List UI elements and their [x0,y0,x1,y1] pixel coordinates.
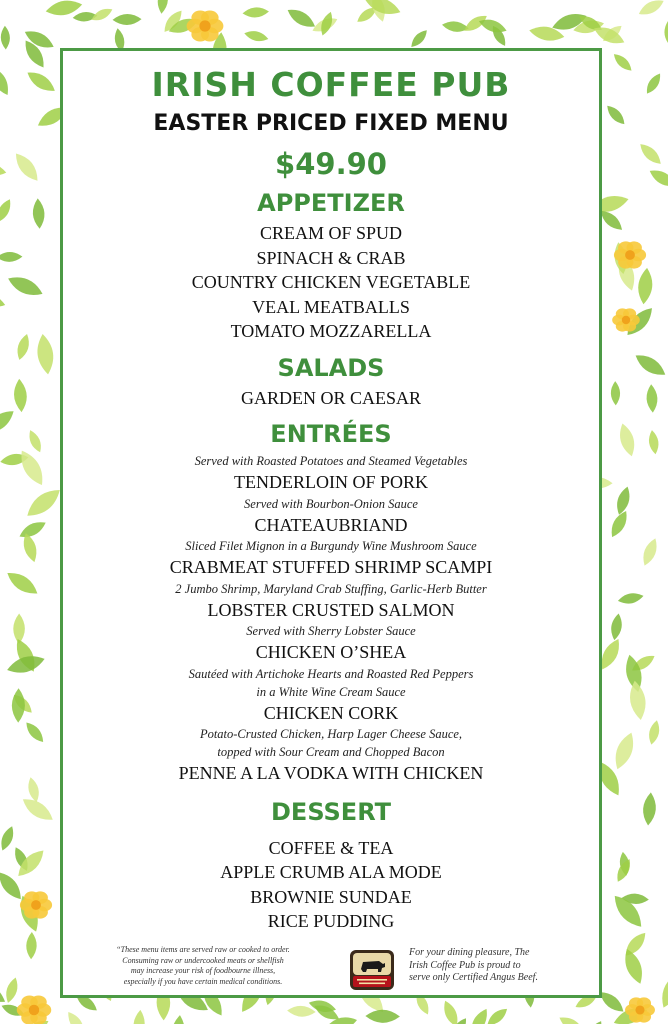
leaf-icon [627,680,648,722]
leaf-icon [132,1009,146,1024]
leaf-icon [0,26,10,50]
leaf-icon [242,6,269,18]
leaf-icon [467,1006,492,1024]
dessert-item: BROWNIE SUNDAE [250,886,412,907]
leaf-icon [0,289,7,310]
angus-note-line: For your dining pleasure, The [409,947,530,958]
dessert-item: RICE PUDDING [267,911,395,931]
section-heading-salads: SALADS [277,353,385,382]
angus-note-line: serve only Certified Angus Beef. [409,972,538,983]
angus-beef-note [409,947,589,985]
leaf-icon [647,429,660,455]
leaf-icon [441,20,469,34]
leaf-icon [440,999,461,1024]
leaf-icon [636,0,666,19]
section-heading-dessert: DESSERT [271,797,391,826]
leaf-icon [26,776,42,803]
disclaimer-line: “These menu items are served raw or cooked to order. [116,945,290,954]
flower-icon [614,241,646,268]
leaf-icon [13,378,28,412]
entree-name: CHICKEN O’SHEA [255,642,407,662]
section-heading-entrees: ENTRÉES [270,420,392,448]
appetizer-item: COUNTRY CHICKEN VEGETABLE [191,272,471,292]
leaf-icon [611,381,621,405]
disclaimer-line: Consuming raw or undercooked meats or shellfish [122,955,284,965]
entree-description: in a White Wine Cream Sauce [256,684,406,699]
leaf-icon [664,19,668,45]
leaf-icon [0,824,17,852]
leaf-icon [11,149,43,184]
leaf-icon [26,428,44,454]
leaf-icon [0,406,18,438]
leaf-icon [0,64,13,98]
leaf-icon [26,932,37,960]
entree-name: TENDERLOIN OF PORK [233,472,428,492]
menu-content [63,65,599,934]
leaf-icon [643,71,664,96]
health-disclaimer [83,945,323,987]
appetizer-item: TOMATO MOZZARELLA [230,321,432,341]
leaf-icon [604,103,628,128]
menu-price: $49.90 [275,147,387,181]
entree-description: 2 Jumbo Shrimp, Maryland Crab Stuffing, Garlic-Herb Butter [175,581,487,596]
flower-icon [625,997,655,1022]
restaurant-title: IRISH COFFEE PUB [151,65,511,104]
leaf-icon [657,970,668,1010]
entree-name: LOBSTER CRUSTED SALMON [207,599,455,620]
entree-name: CRABMEAT STUFFED SHRIMP SCAMPI [169,557,493,577]
leaf-icon [17,518,48,542]
entree-description: Potato-Crusted Chicken, Harp Lager Cheese Sauce, [199,727,463,741]
leaf-icon [642,792,657,826]
leaf-icon [287,1005,316,1017]
entree-name: PENNE A LA VODKA WITH CHICKEN [178,763,484,783]
leaf-icon [15,447,48,489]
leaf-icon [35,333,56,375]
leaf-icon [609,613,623,641]
entree-description: Served with Sherry Lobster Sauce [246,624,416,638]
leaf-icon [408,27,430,50]
leaf-icon [24,67,58,96]
leaf-icon [12,688,25,723]
leaf-icon [14,333,32,362]
leaf-icon [3,567,41,599]
salads-list [63,386,599,411]
leaf-icon [5,272,45,300]
leaf-icon [557,1013,587,1024]
leaf-icon [617,591,644,606]
section-heading-appetizer: APPETIZER [257,189,405,217]
appetizer-item: VEAL MEATBALLS [252,296,410,317]
entree-description: Served with Bourbon-Onion Sauce [244,496,418,511]
flower-icon [17,995,52,1024]
disclaimer-line: may increase your risk of foodbourne illness, [130,966,276,975]
menu-card [60,48,602,998]
flower-icon [20,891,52,918]
leaf-icon [365,1009,400,1023]
angus-note-line: Irish Coffee Pub is proud to [409,959,521,971]
leaf-icon [580,1018,606,1024]
leaf-icon [637,140,665,167]
entree-description: Sliced Filet Mignon in a Burgundy Wine Mushroom Sauce [185,539,477,553]
dessert-list [63,836,599,934]
flower-icon [187,10,224,41]
disclaimer-line: especially if you have certain medical conditions. [123,976,283,986]
entree-description: Sautéed with Artichoke Hearts and Roasted Red Peppers [188,666,474,681]
entree-name: CHATEAUBRIAND [254,514,408,535]
leaf-icon [611,51,635,74]
leaf-icon [637,267,654,305]
leaf-icon [616,422,638,458]
leaf-icon [156,0,169,14]
entrees-list [63,470,599,786]
leaf-icon [64,1009,88,1024]
entrees-intro: Served with Roasted Potatoes and Steamed Vegetables [194,454,468,468]
leaf-icon [13,613,25,644]
leaf-icon [0,197,14,225]
leaf-icon [23,719,47,745]
certified-angus-beef-logo [349,949,395,991]
flower-icon [612,308,640,331]
appetizer-item: SPINACH & CRAB [256,247,406,268]
leaf-icon [632,350,668,380]
appetizer-list [63,221,599,344]
menu-subtitle: EASTER PRICED FIXED MENU [153,111,509,136]
leaf-icon [0,252,23,262]
leaf-icon [3,976,20,1004]
salad-item: GARDEN OR CAESAR [240,387,422,408]
leaf-icon [639,536,660,567]
leaf-icon [22,484,64,522]
leaf-icon [285,5,319,32]
leaf-icon [484,1005,510,1024]
dessert-item: APPLE CRUMB ALA MODE [220,862,442,882]
leaf-icon [112,14,141,26]
leaf-icon [647,166,668,191]
leaf-icon [646,384,658,413]
menu-footer [63,945,599,995]
dessert-item: COFFEE & TEA [268,837,394,858]
leaf-icon [610,730,638,772]
entree-name: CHICKEN CORK [263,702,399,723]
leaf-icon [170,1014,186,1024]
leaf-icon [614,485,633,516]
leaf-icon [243,29,269,44]
leaf-icon [647,719,662,746]
leaf-icon [0,160,8,179]
entree-description: topped with Sour Cream and Chopped Bacon [217,745,445,759]
appetizer-item: CREAM OF SPUD [259,223,403,243]
leaf-icon [32,198,45,229]
